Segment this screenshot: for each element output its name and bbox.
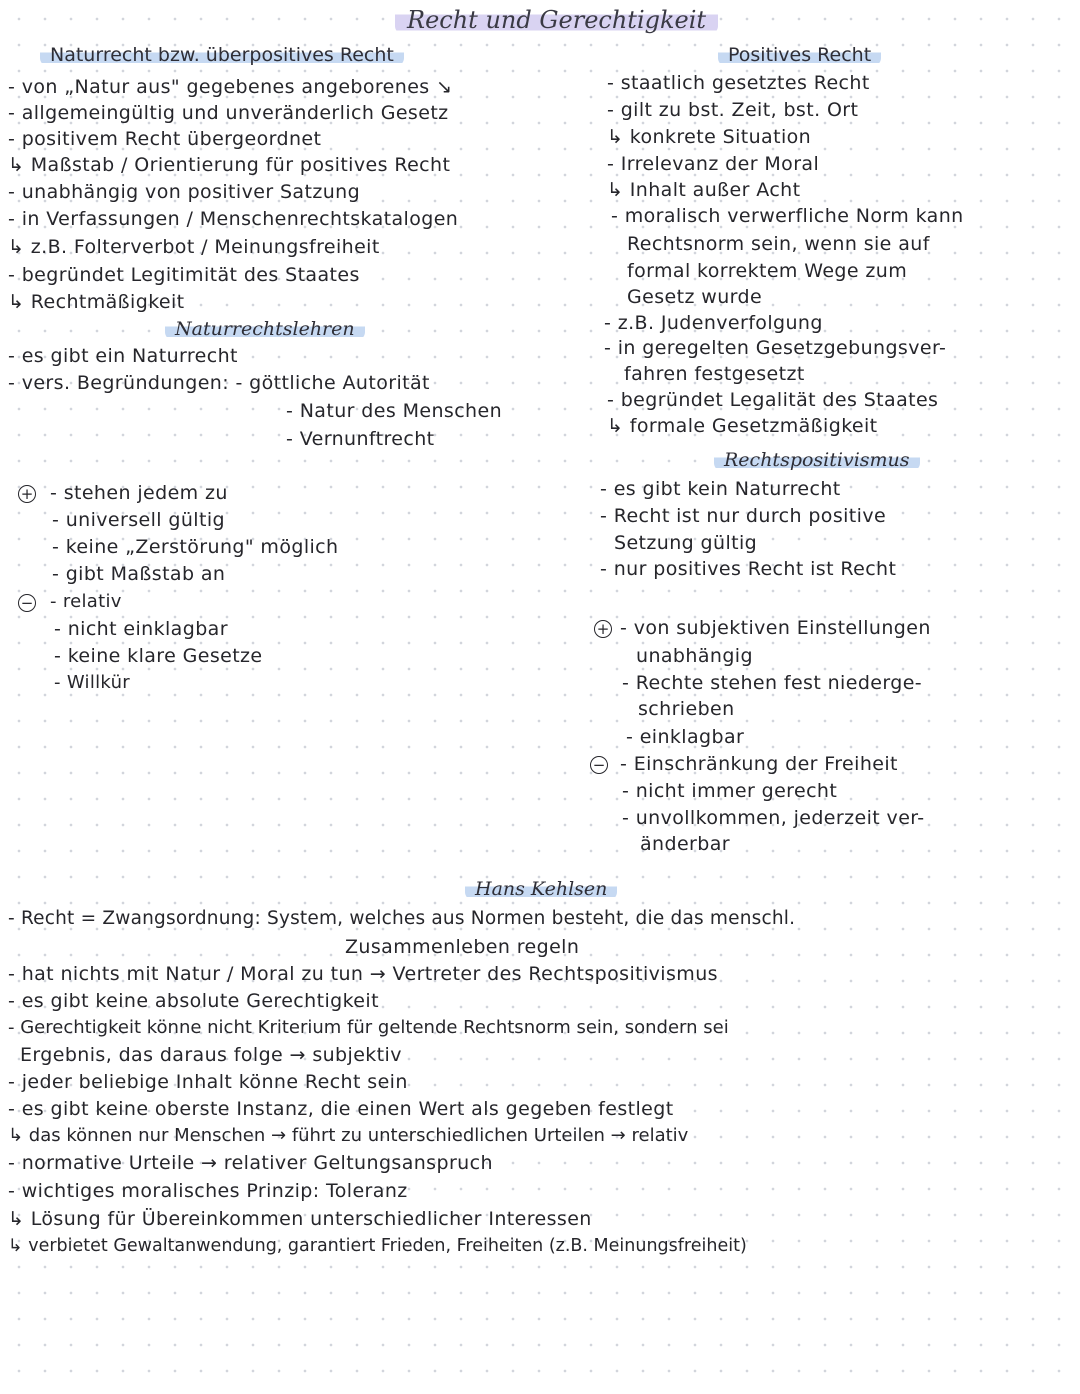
positives-line: formal korrektem Wege zum bbox=[627, 260, 908, 282]
kehlsen-line: - jeder beliebige Inhalt könne Recht sein bbox=[8, 1071, 408, 1093]
naturrecht-line: ↳ z.B. Folterverbot / Meinungsfreiheit bbox=[8, 236, 380, 258]
plus-icon: + bbox=[594, 620, 612, 638]
pro-item: - universell gültig bbox=[52, 509, 225, 531]
positives-recht-heading: Positives Recht bbox=[718, 44, 881, 66]
contra-item: - nicht immer gerecht bbox=[622, 780, 838, 802]
kehlsen-line: Zusammenleben regeln bbox=[345, 936, 580, 958]
rechtspositivismus-heading: Rechtspositivismus bbox=[714, 449, 920, 471]
pro-item: - stehen jedem zu bbox=[50, 482, 228, 504]
kehlsen-line: - normative Urteile → relativer Geltungsanspruch bbox=[8, 1152, 493, 1174]
contra-item: - Einschränkung der Freiheit bbox=[620, 753, 898, 775]
positives-line: Rechtsnorm sein, wenn sie auf bbox=[627, 233, 930, 255]
naturrecht-line: - positivem Recht übergeordnet bbox=[8, 128, 322, 150]
positives-line: fahren festgesetzt bbox=[624, 363, 805, 385]
pro-item: unabhängig bbox=[636, 645, 753, 667]
plus-icon: + bbox=[18, 485, 36, 503]
pro-item: - keine „Zerstörung" möglich bbox=[52, 536, 339, 558]
naturrechtslehren-heading: Naturrechtslehren bbox=[165, 318, 365, 340]
naturrecht-line: - von „Natur aus" gegebenes angeborenes ↘ bbox=[8, 76, 453, 98]
pro-item: - gibt Maßstab an bbox=[52, 563, 226, 585]
kehlsen-line: ↳ verbietet Gewaltanwendung, garantiert Frieden, Freiheiten (z.B. Meinungsfreiheit) bbox=[8, 1236, 747, 1256]
naturrecht-line: - allgemeingültig und unveränderlich Gesetz bbox=[8, 102, 449, 124]
contra-item: änderbar bbox=[640, 833, 730, 855]
naturrechtslehren-line: - Vernunftrecht bbox=[286, 428, 435, 450]
positives-line: Gesetz wurde bbox=[627, 286, 763, 308]
minus-icon: − bbox=[590, 756, 608, 774]
rechtspositivismus-line: - Recht ist nur durch positive bbox=[600, 505, 887, 527]
naturrechtslehren-line: - es gibt ein Naturrecht bbox=[8, 345, 238, 367]
pro-item: - von subjektiven Einstellungen bbox=[620, 617, 931, 639]
positives-line: - Irrelevanz der Moral bbox=[607, 153, 820, 175]
pro-item: - Rechte stehen fest niederge- bbox=[622, 672, 923, 694]
naturrecht-heading: Naturrecht bzw. überpositives Recht bbox=[40, 44, 404, 66]
positives-line: - gilt zu bst. Zeit, bst. Ort bbox=[607, 99, 859, 121]
positives-line: - staatlich gesetztes Recht bbox=[607, 72, 870, 94]
kehlsen-line: - Recht = Zwangsordnung: System, welches aus Normen besteht, die das menschl. bbox=[8, 908, 796, 929]
pro-item: - einklagbar bbox=[626, 726, 745, 748]
plus-marker bbox=[18, 485, 36, 504]
naturrechtslehren-line: - vers. Begründungen: - göttliche Autorität bbox=[8, 372, 430, 394]
minus-marker bbox=[18, 594, 36, 613]
kehlsen-line: - Gerechtigkeit könne nicht Kriterium für geltende Rechtsnorm sein, sondern sei bbox=[8, 1017, 729, 1038]
contra-item: - keine klare Gesetze bbox=[54, 645, 263, 667]
naturrechtslehren-line: - Natur des Menschen bbox=[286, 400, 503, 422]
positives-line: ↳ formale Gesetzmäßigkeit bbox=[607, 415, 878, 437]
naturrecht-line: - unabhängig von positiver Satzung bbox=[8, 181, 361, 203]
kehlsen-line: - hat nichts mit Natur / Moral zu tun → Vertreter des Rechtspositivismus bbox=[8, 963, 718, 985]
minus-icon: − bbox=[18, 594, 36, 612]
positives-line: - begründet Legalität des Staates bbox=[607, 389, 939, 411]
positives-line: ↳ Inhalt außer Acht bbox=[607, 179, 801, 201]
positives-line: ↳ konkrete Situation bbox=[607, 126, 812, 148]
contra-item: - Willkür bbox=[54, 672, 131, 693]
rechtspositivismus-line: - nur positives Recht ist Recht bbox=[600, 558, 897, 580]
positives-line: - moralisch verwerfliche Norm kann bbox=[611, 205, 964, 227]
kehlsen-line: ↳ das können nur Menschen → führt zu unterschiedlichen Urteilen → relativ bbox=[8, 1125, 689, 1146]
rechtspositivismus-line: - es gibt kein Naturrecht bbox=[600, 478, 841, 500]
contra-item: - nicht einklagbar bbox=[54, 618, 228, 640]
contra-item: - relativ bbox=[50, 591, 122, 612]
minus-marker bbox=[590, 756, 608, 775]
kehlsen-line: - es gibt keine oberste Instanz, die einen Wert als gegeben festlegt bbox=[8, 1098, 674, 1120]
positives-line: - in geregelten Gesetzgebungsver- bbox=[604, 337, 947, 359]
kehlsen-line: - es gibt keine absolute Gerechtigkeit bbox=[8, 990, 379, 1012]
kehlsen-line: Ergebnis, das daraus folge → subjektiv bbox=[20, 1044, 402, 1066]
positives-line: - z.B. Judenverfolgung bbox=[604, 312, 823, 334]
naturrecht-line: - in Verfassungen / Menschenrechtskatalogen bbox=[8, 208, 459, 230]
pro-item: schrieben bbox=[638, 698, 735, 720]
kehlsen-line: - wichtiges moralisches Prinzip: Toleranz bbox=[8, 1180, 408, 1202]
rechtspositivismus-line: Setzung gültig bbox=[614, 532, 758, 554]
page-title: Recht und Gerechtigkeit bbox=[395, 6, 718, 34]
kehlsen-line: ↳ Lösung für Übereinkommen unterschiedlicher Interessen bbox=[8, 1208, 592, 1230]
contra-item: - unvollkommen, jederzeit ver- bbox=[622, 807, 925, 829]
naturrecht-line: - begründet Legitimität des Staates bbox=[8, 264, 360, 286]
naturrecht-line: ↳ Rechtmäßigkeit bbox=[8, 291, 185, 313]
plus-marker bbox=[594, 620, 612, 639]
naturrecht-line: ↳ Maßstab / Orientierung für positives Recht bbox=[8, 154, 451, 176]
kehlsen-heading: Hans Kehlsen bbox=[465, 878, 617, 900]
